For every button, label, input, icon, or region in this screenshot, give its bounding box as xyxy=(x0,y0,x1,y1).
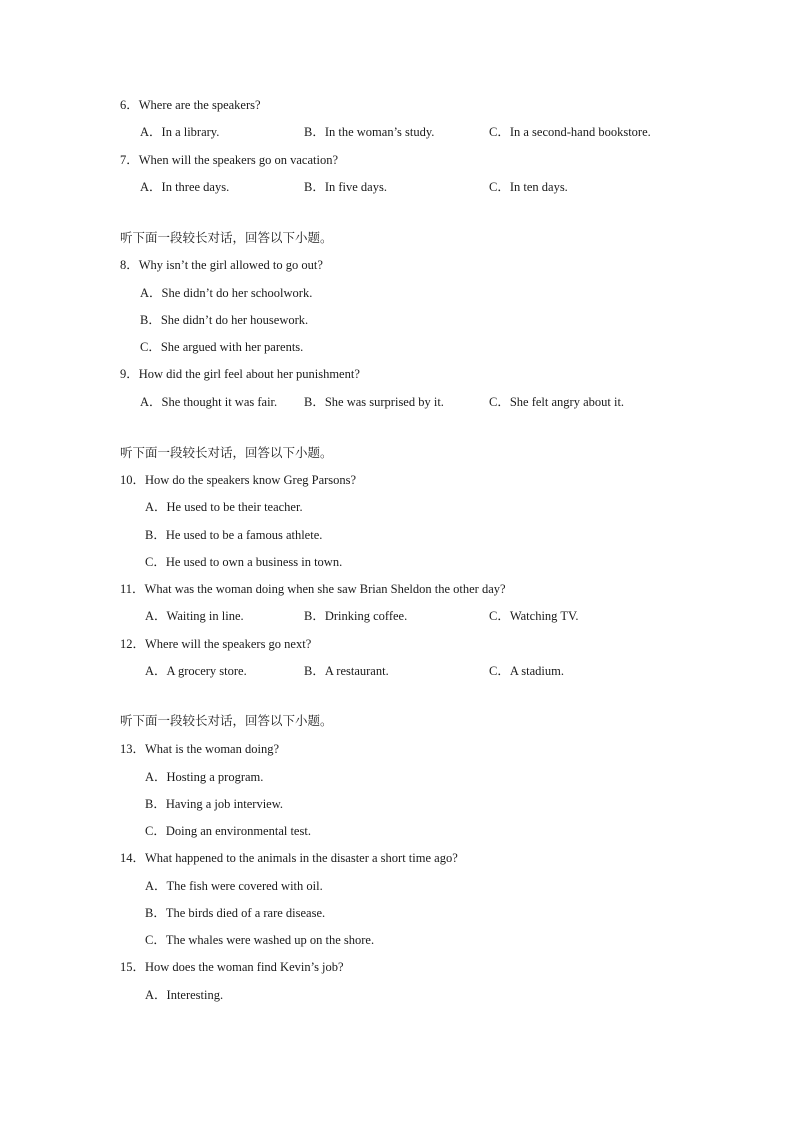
options-row-9 xyxy=(0,396,794,412)
question-15: 15．How does the woman find Kevin’s job? xyxy=(120,960,344,974)
section-heading-2: 听下面一段较长对话，回答以下小题。 xyxy=(120,445,333,460)
options-row-7 xyxy=(0,181,794,197)
question-6: 6．Where are the speakers? xyxy=(120,98,261,112)
option-14-b: B．The birds died of a rare disease. xyxy=(145,906,326,920)
option-6-a: A．In a library. xyxy=(140,125,220,139)
option-9-b: B．She was surprised by it. xyxy=(304,395,444,409)
option-7-a: A．In three days. xyxy=(140,180,230,194)
option-12-a: A．A grocery store. xyxy=(145,664,247,678)
options-row-12 xyxy=(0,665,794,681)
option-8-c: C．She argued with her parents. xyxy=(140,340,304,354)
option-15-a: A．Interesting. xyxy=(145,988,224,1002)
option-13-a: A．Hosting a program. xyxy=(145,770,264,784)
options-row-11 xyxy=(0,610,794,626)
option-12-c: C．A stadium. xyxy=(489,664,565,678)
question-7: 7．When will the speakers go on vacation? xyxy=(120,153,338,167)
option-11-b: B．Drinking coffee. xyxy=(304,609,408,623)
option-13-c: C．Doing an environmental test. xyxy=(145,824,311,838)
question-9: 9．How did the girl feel about her punishment? xyxy=(120,367,360,381)
option-14-c: C．The whales were washed up on the shore. xyxy=(145,933,375,947)
question-10: 10．How do the speakers know Greg Parsons? xyxy=(120,473,357,487)
question-13: 13．What is the woman doing? xyxy=(120,742,279,756)
option-7-c: C．In ten days. xyxy=(489,180,568,194)
option-12-b: B．A restaurant. xyxy=(304,664,389,678)
option-9-a: A．She thought it was fair. xyxy=(140,395,278,409)
option-8-b: B．She didn’t do her housework. xyxy=(140,313,309,327)
option-8-a: A．She didn’t do her schoolwork. xyxy=(140,286,313,300)
option-11-c: C．Watching TV. xyxy=(489,609,579,623)
question-8: 8．Why isn’t the girl allowed to go out? xyxy=(120,258,323,272)
question-12: 12．Where will the speakers go next? xyxy=(120,637,312,651)
question-14: 14．What happened to the animals in the disaster a short time ago? xyxy=(120,851,458,865)
section-heading-1: 听下面一段较长对话，回答以下小题。 xyxy=(120,230,333,245)
option-10-c: C．He used to own a business in town. xyxy=(145,555,343,569)
question-11: 11．What was the woman doing when she saw Brian Sheldon the other day? xyxy=(120,582,506,596)
option-6-b: B．In the woman’s study. xyxy=(304,125,435,139)
option-10-a: A．He used to be their teacher. xyxy=(145,500,303,514)
option-14-a: A．The fish were covered with oil. xyxy=(145,879,323,893)
option-13-b: B．Having a job interview. xyxy=(145,797,284,811)
section-heading-3: 听下面一段较长对话，回答以下小题。 xyxy=(120,713,333,728)
option-11-a: A．Waiting in line. xyxy=(145,609,244,623)
option-6-c: C．In a second-hand bookstore. xyxy=(489,125,651,139)
option-10-b: B．He used to be a famous athlete. xyxy=(145,528,323,542)
option-9-c: C．She felt angry about it. xyxy=(489,395,625,409)
options-row-6 xyxy=(0,126,794,142)
option-7-b: B．In five days. xyxy=(304,180,387,194)
